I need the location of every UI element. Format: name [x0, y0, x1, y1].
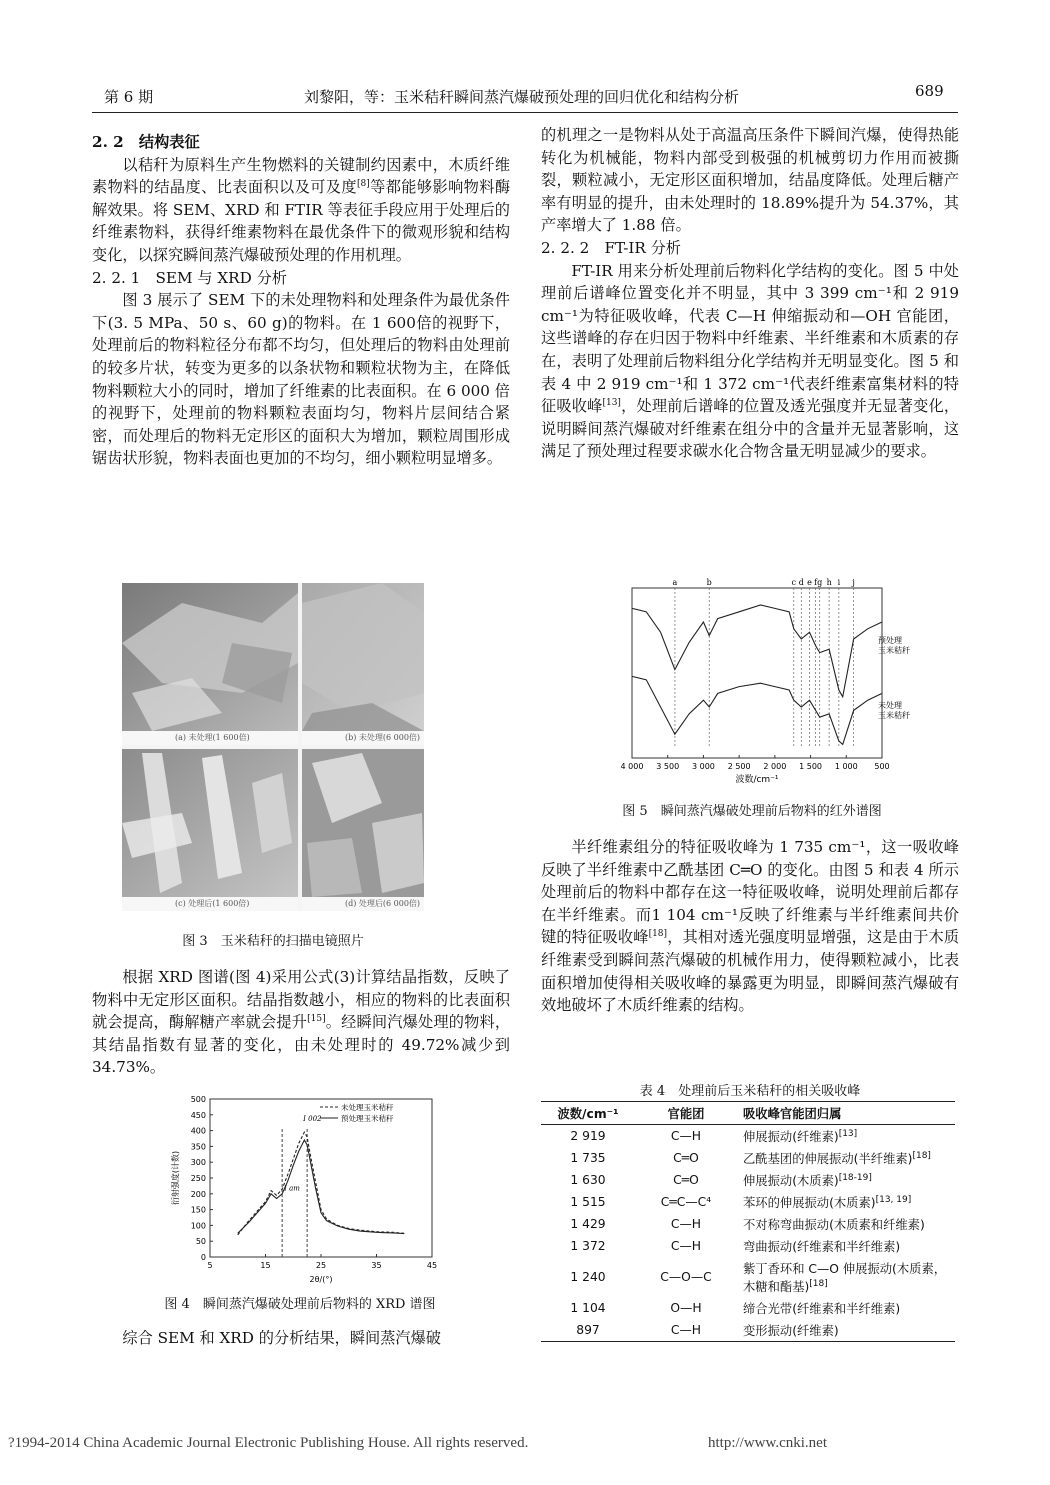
table-row	[541, 1257, 955, 1297]
figure-4-caption: 图 4 瞬间蒸汽爆破处理前后物料的 XRD 谱图	[164, 1297, 436, 1312]
peak-label: a	[672, 578, 678, 587]
functional-group: C—H	[670, 1129, 702, 1143]
x-tick-label: 1 500	[799, 762, 823, 771]
paragraph: 以秸秆为原料生产生物燃料的关键制约因素中，木质纤维素物料的结晶度、比表面积以及可及度[8]等都能够影响物料酶解效果。将 SEM、XRD 和 FTIR 等表征手段应用于处理后的纤维素物料，获得纤维素物料在最优条件下的微观形貌和结构变化，以探究瞬间蒸汽爆破预处理的作用机理。	[92, 155, 511, 264]
x-tick-label: 5	[207, 1261, 213, 1270]
journal-issue: 第 6 期	[104, 88, 154, 106]
x-tick-label: 4 000	[620, 762, 644, 771]
table-row	[541, 1169, 955, 1191]
copyright: ?1994-2014 China Academic Journal Electronic Publishing House. All rights reserved.	[8, 1435, 529, 1451]
wavenumber: 1 735	[570, 1151, 606, 1165]
table-header-row	[541, 1102, 955, 1125]
paragraph: 综合 SEM 和 XRD 的分析结果，瞬间蒸汽爆破	[122, 1329, 441, 1347]
legend-label: 预处理玉米秸秆	[341, 1114, 394, 1123]
functional-group: C—O—C	[660, 1270, 712, 1284]
subsection-heading: 2. 2. 2 FT-IR 分析	[541, 238, 681, 257]
xrd-series-line	[238, 1132, 405, 1235]
table-row	[541, 1213, 955, 1235]
left-column-bottom	[92, 1327, 510, 1350]
ftir-series-line	[632, 605, 882, 697]
y-tick-label: 100	[190, 1221, 206, 1231]
assignment: 不对称弯曲振动(木质素和纤维素)	[743, 1218, 925, 1232]
sem-panel-b	[302, 583, 424, 731]
x-tick-label: 45	[426, 1261, 438, 1270]
citation: [18]	[912, 1150, 931, 1161]
sem-label-c: (c) 处理后(1 600倍)	[175, 899, 250, 908]
paragraph: 图 3 展示了 SEM 下的未处理物料和处理条件为最优条件下(3. 5 MPa、50 s、60 g)的物料。在 1 600倍的视野下，处理前后的物料粒径分布都不均匀，但处理后的物料由处理前的较多片状，转变为更多的以条状物和颗粒状物为主，在降低物料颗粒大小的同时，增加了纤维素的比表面积。在 6 000 倍的视野下，处理前的物料颗粒表面均匀，物料片层间结合紧密，而处理后的物料无定形区的面积大为增加，颗粒周围形成锯齿状形貌，物料表面也更加的不均匀，细小颗粒明显增多。	[92, 291, 510, 468]
peak-label: b	[706, 578, 712, 587]
footer-url[interactable]: http://www.cnki.net	[708, 1435, 828, 1451]
paragraph: FT-IR 用来分析处理前后物料化学结构的变化。图 5 中处理前后谱峰位置变化并不明显，其中 3 399 cm⁻¹和 2 919 cm⁻¹为特征吸收峰，代表 C—H 伸缩振动和—OH 官能团，这些谱峰的存在归因于物料中纤维素、半纤维素和木质素的存在，表明了处理前后物料组分化学结构并无明显变化。图 5 和表 4 中 2 919 cm⁻¹和 1 372 cm⁻¹代表纤维素富集材料的特征吸收峰[13]，处理前后谱峰的位置及透光强度并无显著变化，说明瞬间蒸汽爆破对纤维素在组分中的含量并无显著影响，这满足了预处理过程要求碳水化合物含量无明显减少的要求。	[541, 261, 960, 461]
running-title: 刘黎阳，等：玉米秸秆瞬间蒸汽爆破预处理的回归优化和结构分析	[304, 88, 740, 106]
sem-photo-grid	[122, 583, 424, 911]
wavenumber: 1 429	[570, 1217, 606, 1231]
citation: [8]	[356, 179, 370, 190]
peak-label: i	[837, 578, 841, 587]
col-header: 吸收峰官能团归属	[743, 1107, 842, 1121]
x-tick-label: 2 500	[727, 762, 751, 771]
peak-label: c	[791, 578, 797, 587]
sem-label-a: (a) 未处理(1 600倍)	[175, 733, 250, 742]
ftir-chart	[606, 570, 910, 790]
series-label: 玉米秸秆	[878, 711, 910, 720]
y-tick-label: 200	[190, 1189, 206, 1199]
assignment: 伸展振动(木质素)[18-19]	[743, 1172, 872, 1188]
x-tick-label: 25	[315, 1261, 327, 1270]
peak-label: h	[826, 578, 832, 587]
paragraph: 的机理之一是物料从处于高温高压条件下瞬间汽爆，使得热能转化为机械能，物料内部受到极强的机械剪切力作用而被撕裂，颗粒减小，无定形区面积增加，结晶度降低。处理后糖产率有明显的提升，由未处理时的 18.89%提升为 54.37%，其产率增大了 1.88 倍。	[541, 126, 959, 235]
y-tick-label: 0	[200, 1253, 206, 1262]
peak-label: d	[798, 578, 804, 587]
citation: [13, 19]	[875, 1194, 912, 1205]
col-header: 官能团	[667, 1107, 705, 1121]
xrd-series-line	[238, 1140, 405, 1234]
citation: [13]	[838, 1128, 858, 1139]
right-column-lower	[541, 836, 959, 1017]
functional-group: C—H	[670, 1217, 702, 1231]
sem-panel-d	[302, 749, 424, 897]
y-tick-label: 300	[190, 1158, 206, 1168]
assignment: 紫丁香环和 C—O 伸展振动(木质素，木糖和酯基)[18]	[743, 1262, 947, 1294]
sem-label-b: (b) 未处理(6 000倍)	[345, 733, 421, 742]
functional-group: C═C—C⁴	[660, 1195, 712, 1209]
section-heading: 2. 2 结构表征	[92, 133, 200, 151]
table-4	[541, 1101, 955, 1342]
assignment: 变形振动(纤维素)	[743, 1324, 839, 1338]
header-rule	[92, 112, 958, 113]
wavenumber: 1 372	[570, 1239, 606, 1253]
y-tick-label: 500	[190, 1095, 206, 1104]
series-label: 未处理	[878, 701, 902, 710]
functional-group: C═O	[673, 1151, 699, 1165]
peak-label: j	[852, 578, 855, 587]
plot-frame	[632, 588, 882, 758]
paragraph: 半纤维素组分的特征吸收峰为 1 735 cm⁻¹，这一吸收峰反映了半纤维素中乙酰基团 C═O 的变化。由图 5 和表 4 所示处理前后的物料中都存在这一特征吸收峰，说明处理前后都存在半纤维素。而1 104 cm⁻¹反映了纤维素与半纤维素间共价键的特征吸收峰[18]，其相对透光强度明显增强，这是由于木质纤维素受到瞬间蒸汽爆破的机械作用力，使得颗粒减小，比表面积增加使得相关吸收峰的暴露更为明显，即瞬间蒸汽爆破有效地破坏了木质纤维素的结构。	[541, 838, 960, 1015]
x-tick-label: 500	[874, 762, 890, 771]
paragraph: 根据 XRD 图谱(图 4)采用公式(3)计算结晶指数，反映了物料中无定形区面积。结晶指数越小，相应的物料的比表面积就会提高，酶解糖产率就会提升[15]。经瞬间汽爆处理的物料，其结晶指数有显著的变化，由未处理时的 49.72%减少到 34.73%。	[92, 968, 511, 1077]
col-header: 波数/cm⁻¹	[557, 1107, 619, 1121]
wavenumber: 1 630	[570, 1173, 606, 1187]
table-row	[541, 1147, 955, 1169]
x-axis-label: 波数/cm⁻¹	[735, 775, 779, 785]
series-label: 预处理	[878, 636, 902, 645]
y-tick-label: 450	[190, 1110, 206, 1120]
peak-annotation: I 002	[303, 1115, 322, 1124]
table-row	[541, 1191, 955, 1213]
citation: [13]	[602, 398, 621, 409]
peak-label: e	[807, 578, 812, 587]
functional-group: C—H	[670, 1323, 702, 1337]
functional-group: C—H	[670, 1239, 702, 1253]
assignment: 缔合光带(纤维素和半纤维素)	[743, 1302, 901, 1316]
citation: [18-19]	[838, 1172, 872, 1183]
x-tick-label: 3 000	[691, 762, 715, 771]
wavenumber: 2 919	[570, 1129, 606, 1143]
figure-3-caption: 图 3 玉米秸秆的扫描电镜照片	[182, 934, 364, 949]
left-column	[92, 131, 510, 470]
legend-label: 未处理玉米秸秆	[341, 1103, 394, 1112]
wavenumber: 1 515	[570, 1195, 606, 1209]
table-row	[541, 1297, 955, 1319]
citation: [15]	[307, 1014, 326, 1025]
table-row	[541, 1125, 955, 1148]
table-row	[541, 1319, 955, 1342]
assignment: 苯环的伸展振动(木质素)[13, 19]	[743, 1194, 912, 1210]
y-axis-label: 衍射强度(计数)	[171, 1150, 180, 1206]
wavenumber: 897	[576, 1323, 600, 1337]
y-tick-label: 350	[190, 1142, 206, 1152]
assignment: 弯曲振动(纤维素和半纤维素)	[743, 1240, 901, 1254]
citation: [18]	[809, 1278, 828, 1289]
citation: [18]	[648, 929, 668, 940]
assignment: 乙酰基团的伸展振动(半纤维素)[18]	[743, 1150, 931, 1166]
assignment: 伸展振动(纤维素)[13]	[743, 1128, 858, 1144]
subsection-heading: 2. 2. 1 SEM 与 XRD 分析	[92, 268, 287, 287]
x-tick-label: 1 000	[834, 762, 858, 771]
table-4-title: 表 4 处理前后玉米秸秆的相关吸收峰	[639, 1084, 861, 1099]
x-tick-label: 2 000	[763, 762, 787, 771]
xrd-chart	[168, 1093, 448, 1288]
x-tick-label: 15	[260, 1261, 271, 1270]
figure-5-caption: 图 5 瞬间蒸汽爆破处理前后物料的红外谱图	[622, 804, 882, 819]
right-column	[541, 124, 959, 463]
page-number: 689	[915, 82, 944, 100]
y-tick-label: 400	[190, 1126, 206, 1136]
wavenumber: 1 104	[570, 1301, 606, 1315]
sem-label-d: (d) 处理后(6 000倍)	[345, 899, 421, 908]
x-tick-label: 3 500	[656, 762, 680, 771]
x-tick-label: 35	[371, 1261, 382, 1270]
x-axis-label: 2θ/(°)	[309, 1275, 333, 1284]
y-tick-label: 50	[195, 1237, 206, 1247]
sem-panel-a	[122, 583, 298, 731]
table-row	[541, 1235, 955, 1257]
peak-label: g	[817, 578, 823, 587]
y-tick-label: 250	[190, 1174, 206, 1183]
functional-group: C═O	[673, 1173, 699, 1187]
wavenumber: 1 240	[570, 1270, 606, 1284]
y-tick-label: 150	[190, 1205, 206, 1215]
peak-label: f	[814, 578, 818, 587]
functional-group: O—H	[670, 1301, 702, 1315]
sem-panel-c	[122, 749, 298, 897]
series-label: 玉米秸秆	[878, 646, 910, 655]
peak-annotation: I am	[284, 1184, 300, 1193]
left-column-lower	[92, 966, 510, 1079]
